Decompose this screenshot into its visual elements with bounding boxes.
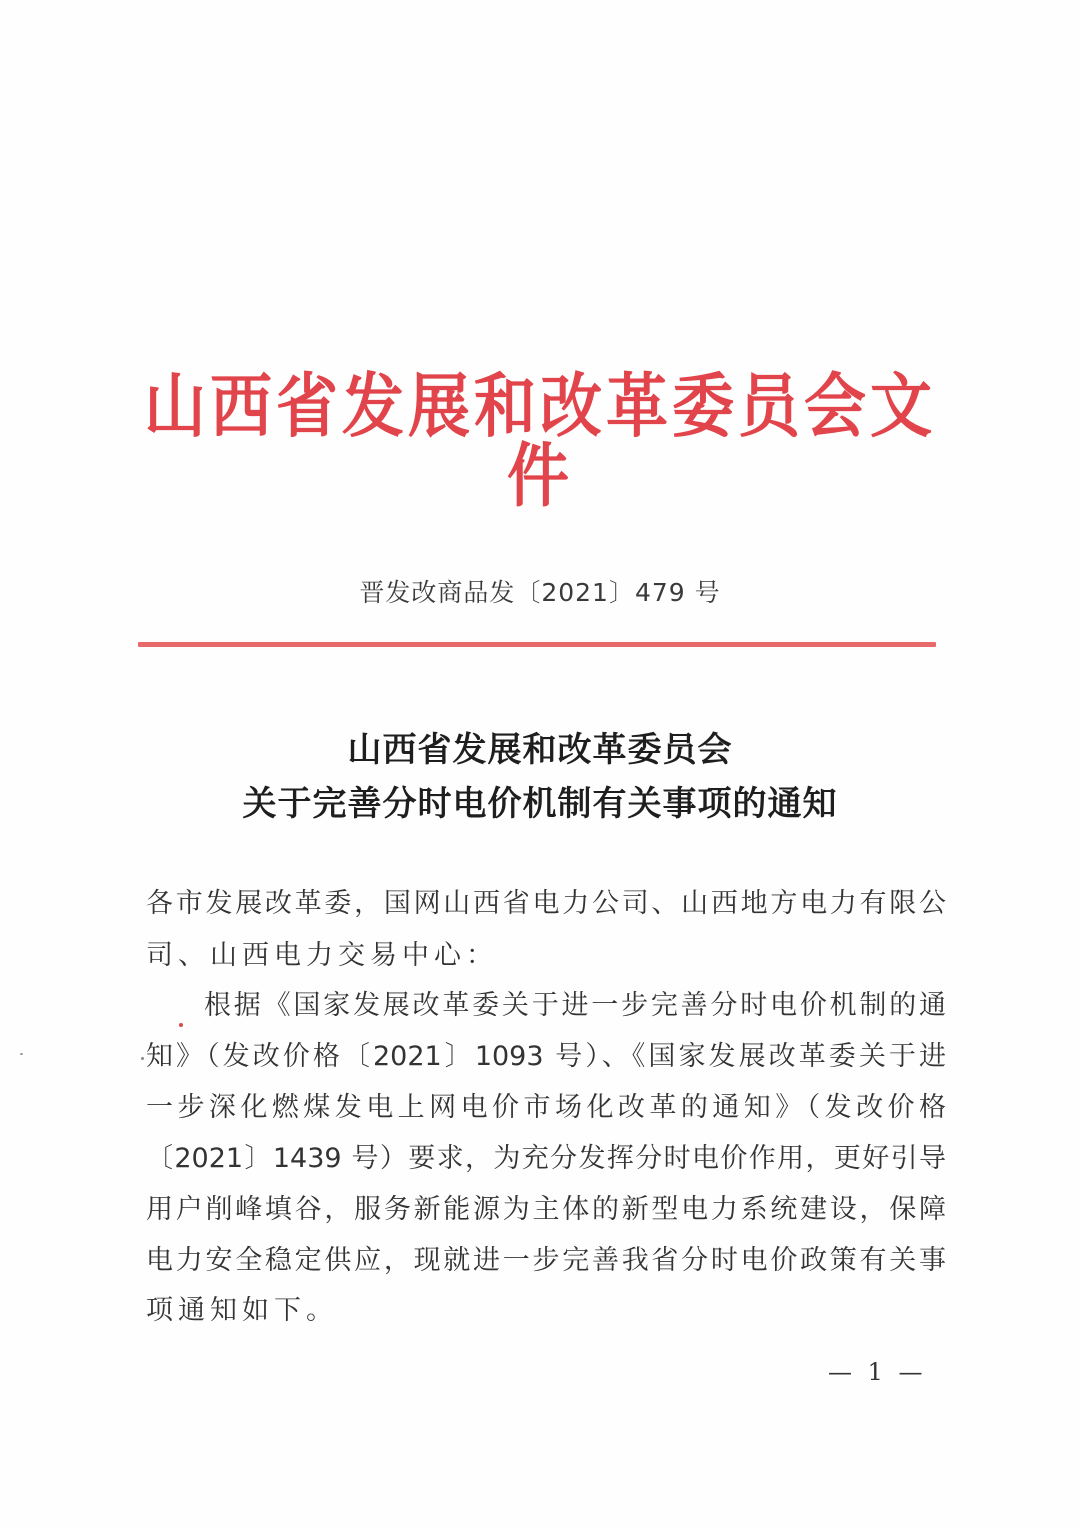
document-masthead: 山西省发展和改革委员会文件 xyxy=(143,365,936,517)
scan-speck xyxy=(20,1053,23,1055)
body-line-1: 各市发展改革委，国网山西省电力公司、山西地方电力有限公 xyxy=(146,888,946,919)
page-number: — 1 — xyxy=(828,1358,927,1386)
body-line-6: 〔2021〕1439 号）要求，为充分发挥分时电价作用，更好引导 xyxy=(146,1143,946,1174)
body-line-8: 电力安全稳定供应，现就进一步完善我省分时电价政策有关事 xyxy=(146,1245,946,1276)
red-divider-line xyxy=(138,642,936,647)
notice-title-line2: 关于完善分时电价机制有关事项的通知 xyxy=(242,784,838,824)
body-line-5: 一步深化燃煤发电上网电价市场化改革的通知》（发改价格 xyxy=(146,1092,946,1123)
body-line-4: 知》（发改价格〔2021〕1093 号）、《国家发展改革委关于进 xyxy=(146,1041,946,1072)
body-line-2: 司、山西电力交易中心： xyxy=(146,940,498,971)
body-line-3: 根据《国家发展改革委关于进一步完善分时电价机制的通 xyxy=(204,990,946,1021)
scan-speck xyxy=(141,1057,144,1060)
document-number: 晋发改商品发〔2021〕479 号 xyxy=(359,578,721,607)
body-line-7: 用户削峰填谷，服务新能源为主体的新型电力系统建设，保障 xyxy=(146,1194,946,1225)
notice-title-line1: 山西省发展和改革委员会 xyxy=(347,730,733,770)
body-line-9: 项通知如下。 xyxy=(146,1295,338,1326)
ink-speck xyxy=(179,1023,183,1027)
